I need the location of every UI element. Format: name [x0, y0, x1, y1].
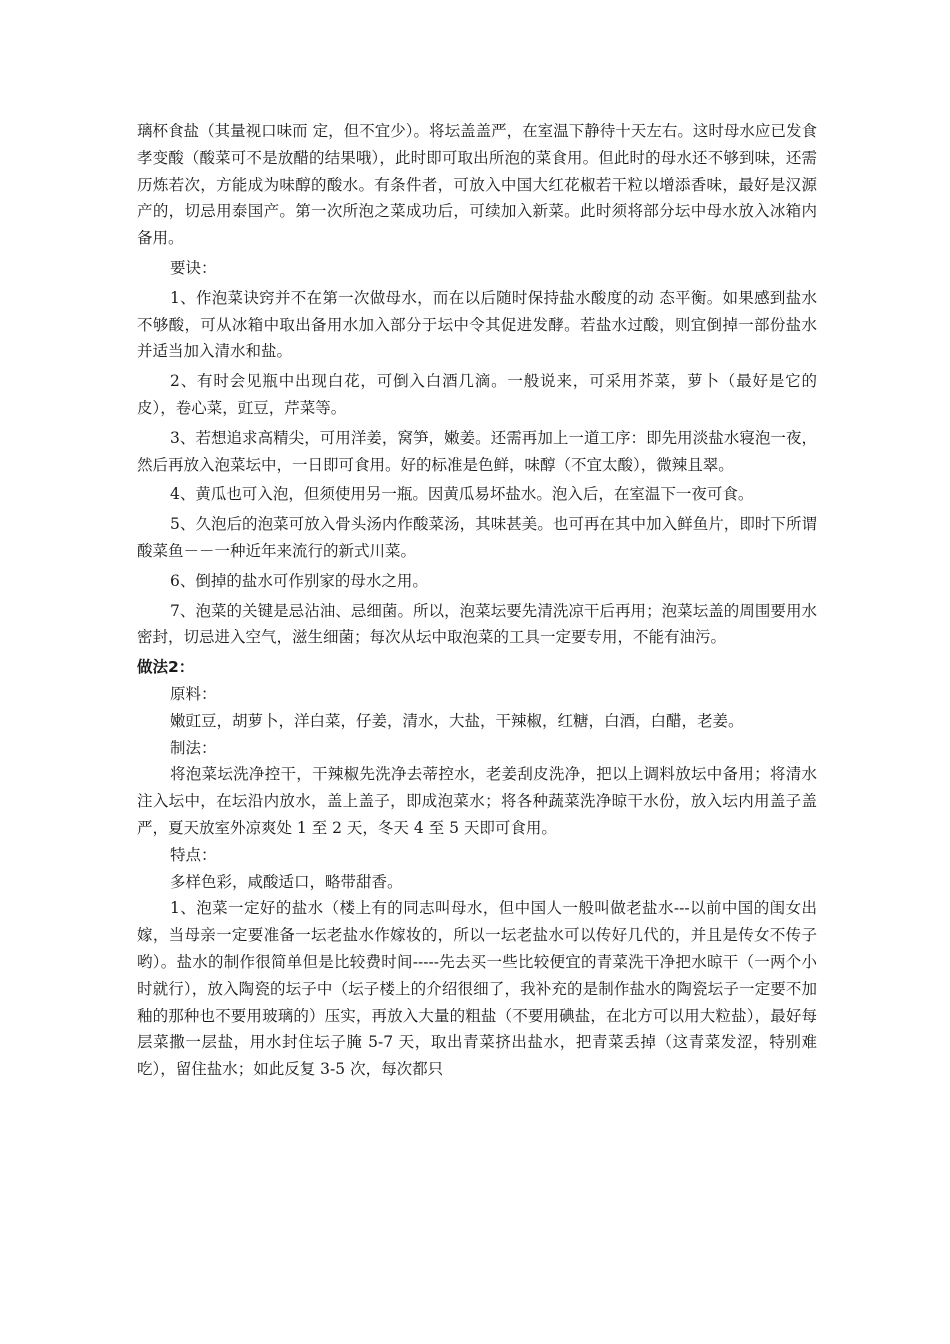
tip-4: 4、黄瓜也可入泡，但须使用另一瓶。因黄瓜易坏盐水。泡入后，在室温下一夜可食。 — [170, 485, 754, 504]
tip-7: 7、泡菜的关键是忌沾油、忌细菌。所以，泡菜坛要先清洗凉干后再用；泡菜坛盖的周围要用水密封，切忌进入空气，滋生细菌；每次从坛中取泡菜的工具一定要专用，不能有油污。 — [137, 601, 817, 647]
steps-paragraph: 将泡菜坛洗净控干，干辣椒先洗净去蒂控水，老姜刮皮洗净，把以上调料放坛中备用；将清水注入坛中，在坛沿内放水，盖上盖子，即成泡菜水；将各种蔬菜洗净晾干水份，放入坛内用盖子盖严，夏天放室外凉爽处 1 至 2 天，冬天 4 至 5 天即可食用。 — [137, 765, 817, 837]
method-2-heading: 做法2： — [137, 658, 195, 677]
tip-2: 2、有时会见瓶中出现白花，可倒入白酒几滴。一般说来，可采用芥菜，萝卜（最好是它的皮），卷心菜，豇豆，芹菜等。 — [137, 372, 817, 417]
yaojue-label: 要诀： — [170, 258, 217, 277]
steps-label: 制法： — [170, 738, 217, 757]
tip-1: 1、作泡菜诀窍并不在第一次做母水，而在以后随时保持盐水酸度的动 态平衡。如果感到盐水不够酸，可从冰箱中取出备用水加入部分于坛中令其促进发酵。若盐水过酸，则宜倒掉一部份盐水并适当加入清水和盐。 — [137, 288, 817, 361]
ingredients-list: 嫩豇豆，胡萝卜，洋白菜，仔姜，清水，大盐，干辣椒，红糖，白酒，白醋，老姜。 — [170, 711, 744, 730]
features-label: 特点： — [170, 845, 217, 864]
intro-paragraph: 璃杯食盐（其量视口味而 定，但不宜少）。将坛盖盖严，在室温下静待十天左右。这时母水应已发食孝变酸（酸菜可不是放醋的结果哦），此时即可取出所泡的菜食用。但此时的母水还不够到味，还需历炼若次，方能成为味醇的酸水。有条件者，可放入中国大红花椒若干粒以增添香味，最好是汉源产的，切忌用泰国产。第一次所泡之菜成功后，可续加入新菜。此时须将部分坛中母水放入冰箱内备用。 — [137, 122, 817, 248]
tip-3: 3、若想追求高精尖，可用洋姜，窝笋，嫩姜。还需再加上一道工序：即先用淡盐水寝泡一夜，然后再放入泡菜坛中，一日即可食用。好的标准是色鲜，味醇（不宜太酸），微辣且翠。 — [137, 428, 817, 474]
document-page — [137, 118, 817, 1083]
tip-6: 6、倒掉的盐水可作别家的母水之用。 — [170, 571, 428, 590]
tip-5: 5、久泡后的泡菜可放入骨头汤内作酸菜汤，其味甚美。也可再在其中加入鲜鱼片，即时下所谓酸菜鱼－－一种近年来流行的新式川菜。 — [137, 515, 817, 560]
ingredients-label: 原料： — [170, 684, 217, 703]
brine-note-paragraph: 1、泡菜一定好的盐水（楼上有的同志叫母水，但中国人一般叫做老盐水---以前中国的闺女出嫁，当母亲一定要准备一坛老盐水作嫁妆的，所以一坛老盐水可以传好几代的，并且是传女不传子哟）。盐水的制作很简单但是比较费时间-----先去买一些比较便宜的青菜洗干净把水晾干（一两个小时就行），放入陶瓷的坛子中（坛子楼上的介绍很细了，我补充的是制作盐水的陶瓷坛子一定要不加釉的那种也不要用玻璃的）压实，再放入大量的粗盐（不要用碘盐，在北方可以用大粒盐），最好每层菜撒一层盐，用水封住坛子腌 5-7 天，取出青菜挤出盐水，把青菜丢掉（这青菜发涩，特别难吃），留住盐水；如此反复 3-5 次，每次都只 — [137, 899, 817, 1079]
features-text: 多样色彩，咸酸适口，略带甜香。 — [170, 872, 403, 891]
